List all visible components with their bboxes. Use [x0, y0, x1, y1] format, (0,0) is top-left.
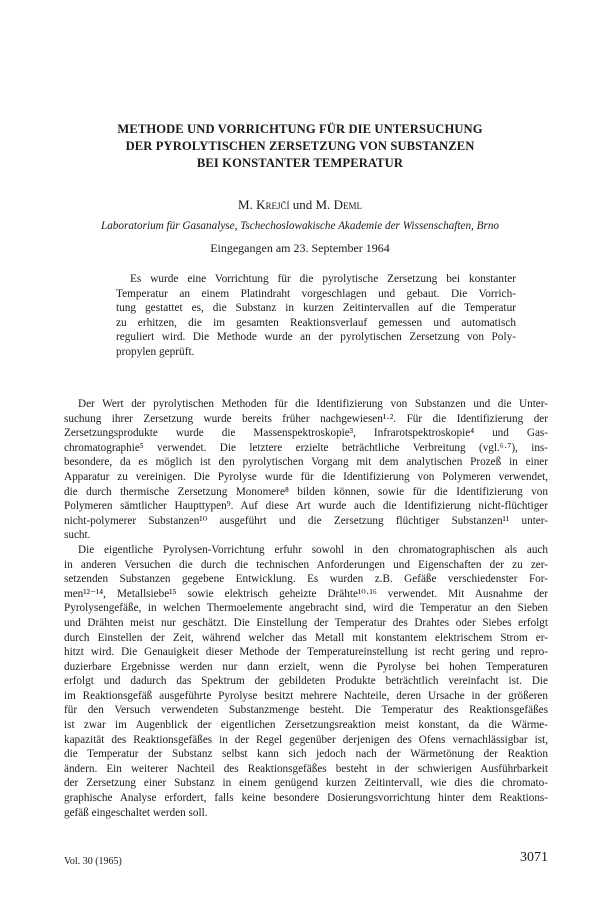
abstract-line: zu erhitzen, die im gesamten Reaktionsverlauf gemessen und automatisch [116, 316, 516, 329]
paragraph1-line: Polymeren sämtlicher Haupttypen⁹. Auf diese Art wurde auch die Identifizierung nicht-flüchtiger [64, 500, 548, 513]
paragraph1-line: Apparatur zu vereinigen. Die Pyrolyse wurde für die Identifizierung von Polymeren verwendet, [64, 470, 548, 483]
paragraph1-line: suchung ihrer Zersetzung wurde bereits früher nachgewiesen¹·². Für die Identifizierung der [64, 412, 548, 425]
paragraph2-line: graphische Analyse erfordert, falls keine besondere Dosierungsvorrichtung hinter dem Reaktions- [64, 792, 548, 805]
paragraph2-line: Die eigentliche Pyrolysen-Vorrichtung erfuhr sowohl in den chromatographischen als auch [78, 543, 548, 556]
paragraph2-line: die Temperatur der Substanz selbst kann sich jedoch nach der Wärmetönung der Reaktion [64, 748, 548, 761]
paragraph1-line: Der Wert der pyrolytischen Methoden für die Identifizierung von Substanzen und die Unter- [78, 398, 548, 410]
paragraph2-line: und Drähten meist nur geschätzt. Die Einstellung der Temperatur des Drahtes oder Siebes erfolgt [64, 616, 548, 629]
affiliation: Laboratorium für Gasanalyse, Tschechoslowakische Akademie der Wissenschaften, Brno [100, 220, 500, 232]
title-line: DER PYROLYTISCHEN ZERSETZUNG VON SUBSTANZEN [125, 139, 475, 153]
abstract-line: Es wurde eine Vorrichtung für die pyrolytische Zersetzung bei konstanter [130, 273, 516, 285]
paragraph2-line: hitzt wird. Die Genauigkeit dieser Methode der Temperatureinstellung ist recht gering und repro- [64, 646, 548, 659]
received-date: Eingegangen am 23. September 1964 [210, 241, 390, 255]
paragraph1-line: besondere, da es möglich ist den pyrolytischen Vorgang mit dem analytischen Prozeß in einer [64, 456, 548, 469]
paragraph2-line: im Reaktionsgefäß ausgeführte Pyrolyse besitzt mehrere Nachteile, deren Ursache in der größeren [64, 689, 548, 702]
abstract-line: propylen geprüft. [116, 345, 195, 358]
title-line: METHODE UND VORRICHTUNG FÜR DIE UNTERSUCHUNG [117, 122, 483, 136]
paragraph1-line: Zersetzungsprodukte wurde die Massenspektroskopie³, Infrarotspektroskopie⁴ und Gas- [64, 427, 548, 440]
title-line: BEI KONSTANTER TEMPERATUR [196, 156, 404, 170]
abstract [116, 272, 516, 360]
paragraph2-line: für den Versuch verwendeten Substanzmenge besteht. Die Temperatur des Reaktionsgefäßes [64, 704, 548, 717]
paragraph2-line: duzierbare Ergebnisse werden nur dann erzielt, wenn die Pyrolyse bei hohen Temperaturen [64, 660, 548, 673]
paragraph2-line: ändern. Ein weiterer Nachteil des Reaktionsgefäßes besteht in der schwierigen Ausführbarkeit [64, 762, 548, 775]
abstract-line: Temperatur an einem Platindraht vorgeschlagen und gebaut. Die Vorrich- [116, 287, 516, 300]
paragraph1-line: die durch thermische Zersetzung Monomere⁸ bilden können, sowie für die Identifizierung von [64, 485, 548, 498]
volume-info: Vol. 30 (1965) [64, 856, 122, 867]
body-text [64, 397, 548, 820]
abstract-line: reguliert wird. Die Methode wurde an der pyrolytischen Zersetzung von Poly- [116, 331, 516, 344]
abstract-line: tung gestattet es, die Substanz in kurzen Zeitintervallen auf die Temperatur [116, 302, 516, 315]
page-number: 3071 [520, 850, 548, 865]
paragraph1-line: nicht-polymerer Substanzen¹⁰ ausgeführt und die Zersetzung flüchtiger Substanzen¹¹ unter- [64, 514, 548, 527]
paragraph2-line: ist zwar im Augenblick der eigentlichen Zersetzungsreaktion meist konstant, da die Wärme- [64, 719, 548, 732]
article-title [60, 121, 540, 172]
author2-name: Deml [333, 197, 362, 212]
author-connector: und M. [289, 197, 334, 212]
paragraph2-line: der Zersetzung einer Substanz in einem genügend kurzen Zeitintervall, wie dies die chromato- [64, 777, 548, 790]
paragraph2-line: in anderen Versuchen die durch die technischen Anforderungen und Eigenschaften der zu zer- [64, 558, 548, 571]
author1-initial: M. [238, 197, 257, 212]
author-line [0, 197, 600, 213]
paragraph2-line: Pyrolysengefäße, in welchen Thermoelemente angebracht sind, wird die Temperatur an den Sieben [64, 602, 548, 615]
paragraph2-line: setzenden Substanzen gegebene Entwicklung. Es wurden z.B. Gefäße verschiedenster For- [64, 573, 548, 586]
paragraph2-line: kapazität des Reaktionsgefäßes in der Regel gegenüber derjenigen des Ofens vernachlässigbar ist, [64, 733, 548, 746]
paragraph2-line: gefäß eingeschaltet werden soll. [64, 806, 208, 819]
paragraph1-line: chromatographie⁵ verwendet. Die letztere erzielte beträchtliche Verbreitung (vgl.⁶·⁷), ins- [64, 441, 548, 454]
paragraph2-line: men¹²⁻¹⁴, Metallsiebe¹⁵ sowie elektrisch geheizte Drähte¹⁰·¹⁶ verwendet. Mit Ausnahme der [64, 587, 548, 600]
author1-name: Krejčí [256, 197, 290, 212]
paragraph1-line: sucht. [64, 529, 91, 542]
paragraph2-line: erfolgt und dadurch das Spektrum der gebildeten Produkte beträchtlich vereinfacht ist. Die [64, 675, 548, 688]
paragraph2-line: durch Einstellen der Zeit, während welcher das Metall mit konstantem elektrischem Strom er- [64, 631, 548, 644]
